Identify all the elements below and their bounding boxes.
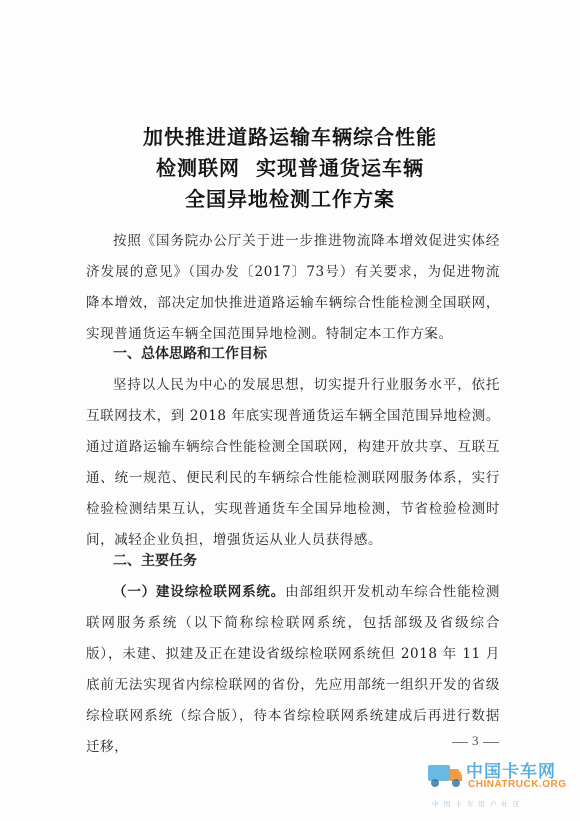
truck-logo-icon [426, 757, 464, 791]
document-title-line-2: 检测联网 实现普通货运车辆 [156, 156, 424, 180]
page-number: 3 [448, 733, 503, 749]
intro-paragraph: 按照《国务院办公厅关于进一步推进物流降本增效促进实体经济发展的意见》（国办发〔2017〕73号）有关要求，为促进物流降本增效，部决定加快推进道路运输车辆综合性能检测全国联网，实现普通货运车辆全国范围异地检测。特制定本工作方案。 [86, 233, 500, 342]
watermark [426, 757, 576, 817]
section-2-paragraph [86, 577, 500, 763]
section-1-paragraph: 坚持以人民为中心的发展思想，切实提升行业服务水平，依托互联网技术，到 2018 年底实现普通货运车辆全国范围异地检测。通过道路运输车辆综合性能检测全国联网，构建开放共享、互联互通、统一规范、便民利民的车辆综合性能检测联网服务体系，实行检验检测结果互认，实现普通货车全国异地检测，节省检验检测时间，减轻企业负担，增强货运从业人员获得感。 [86, 377, 500, 548]
section-1-heading: 一、总体思路和工作目标 [113, 346, 267, 362]
document-title-line-1: 加快推进道路运输车辆综合性能 [143, 125, 437, 149]
section-2-text: 由部组织开发机动车综合性能检测联网服务系统（以下简称综检联网系统，包括部级及省级综合版），未建、拟建及正在建设省级综检联网系统但 2018 年 11 月底前无法实现省内综检联网的省份，先应用部统一组织开发的省级综检联网系统（综合版），待本省综检联网系统建成后再进行数据迁移， [86, 584, 500, 755]
watermark-name-en: CHINATRUCK.ORG [468, 779, 567, 790]
section-2-subheading: （一）建设综检联网系统。 [113, 584, 286, 600]
document-title-line-3: 全国异地检测工作方案 [185, 187, 395, 211]
watermark-tagline: 中 国 卡 车 用 户 社 区 [432, 800, 521, 808]
section-2-heading: 二、主要任务 [113, 553, 197, 569]
watermark-name-cn: 中国卡车网 [466, 762, 556, 782]
